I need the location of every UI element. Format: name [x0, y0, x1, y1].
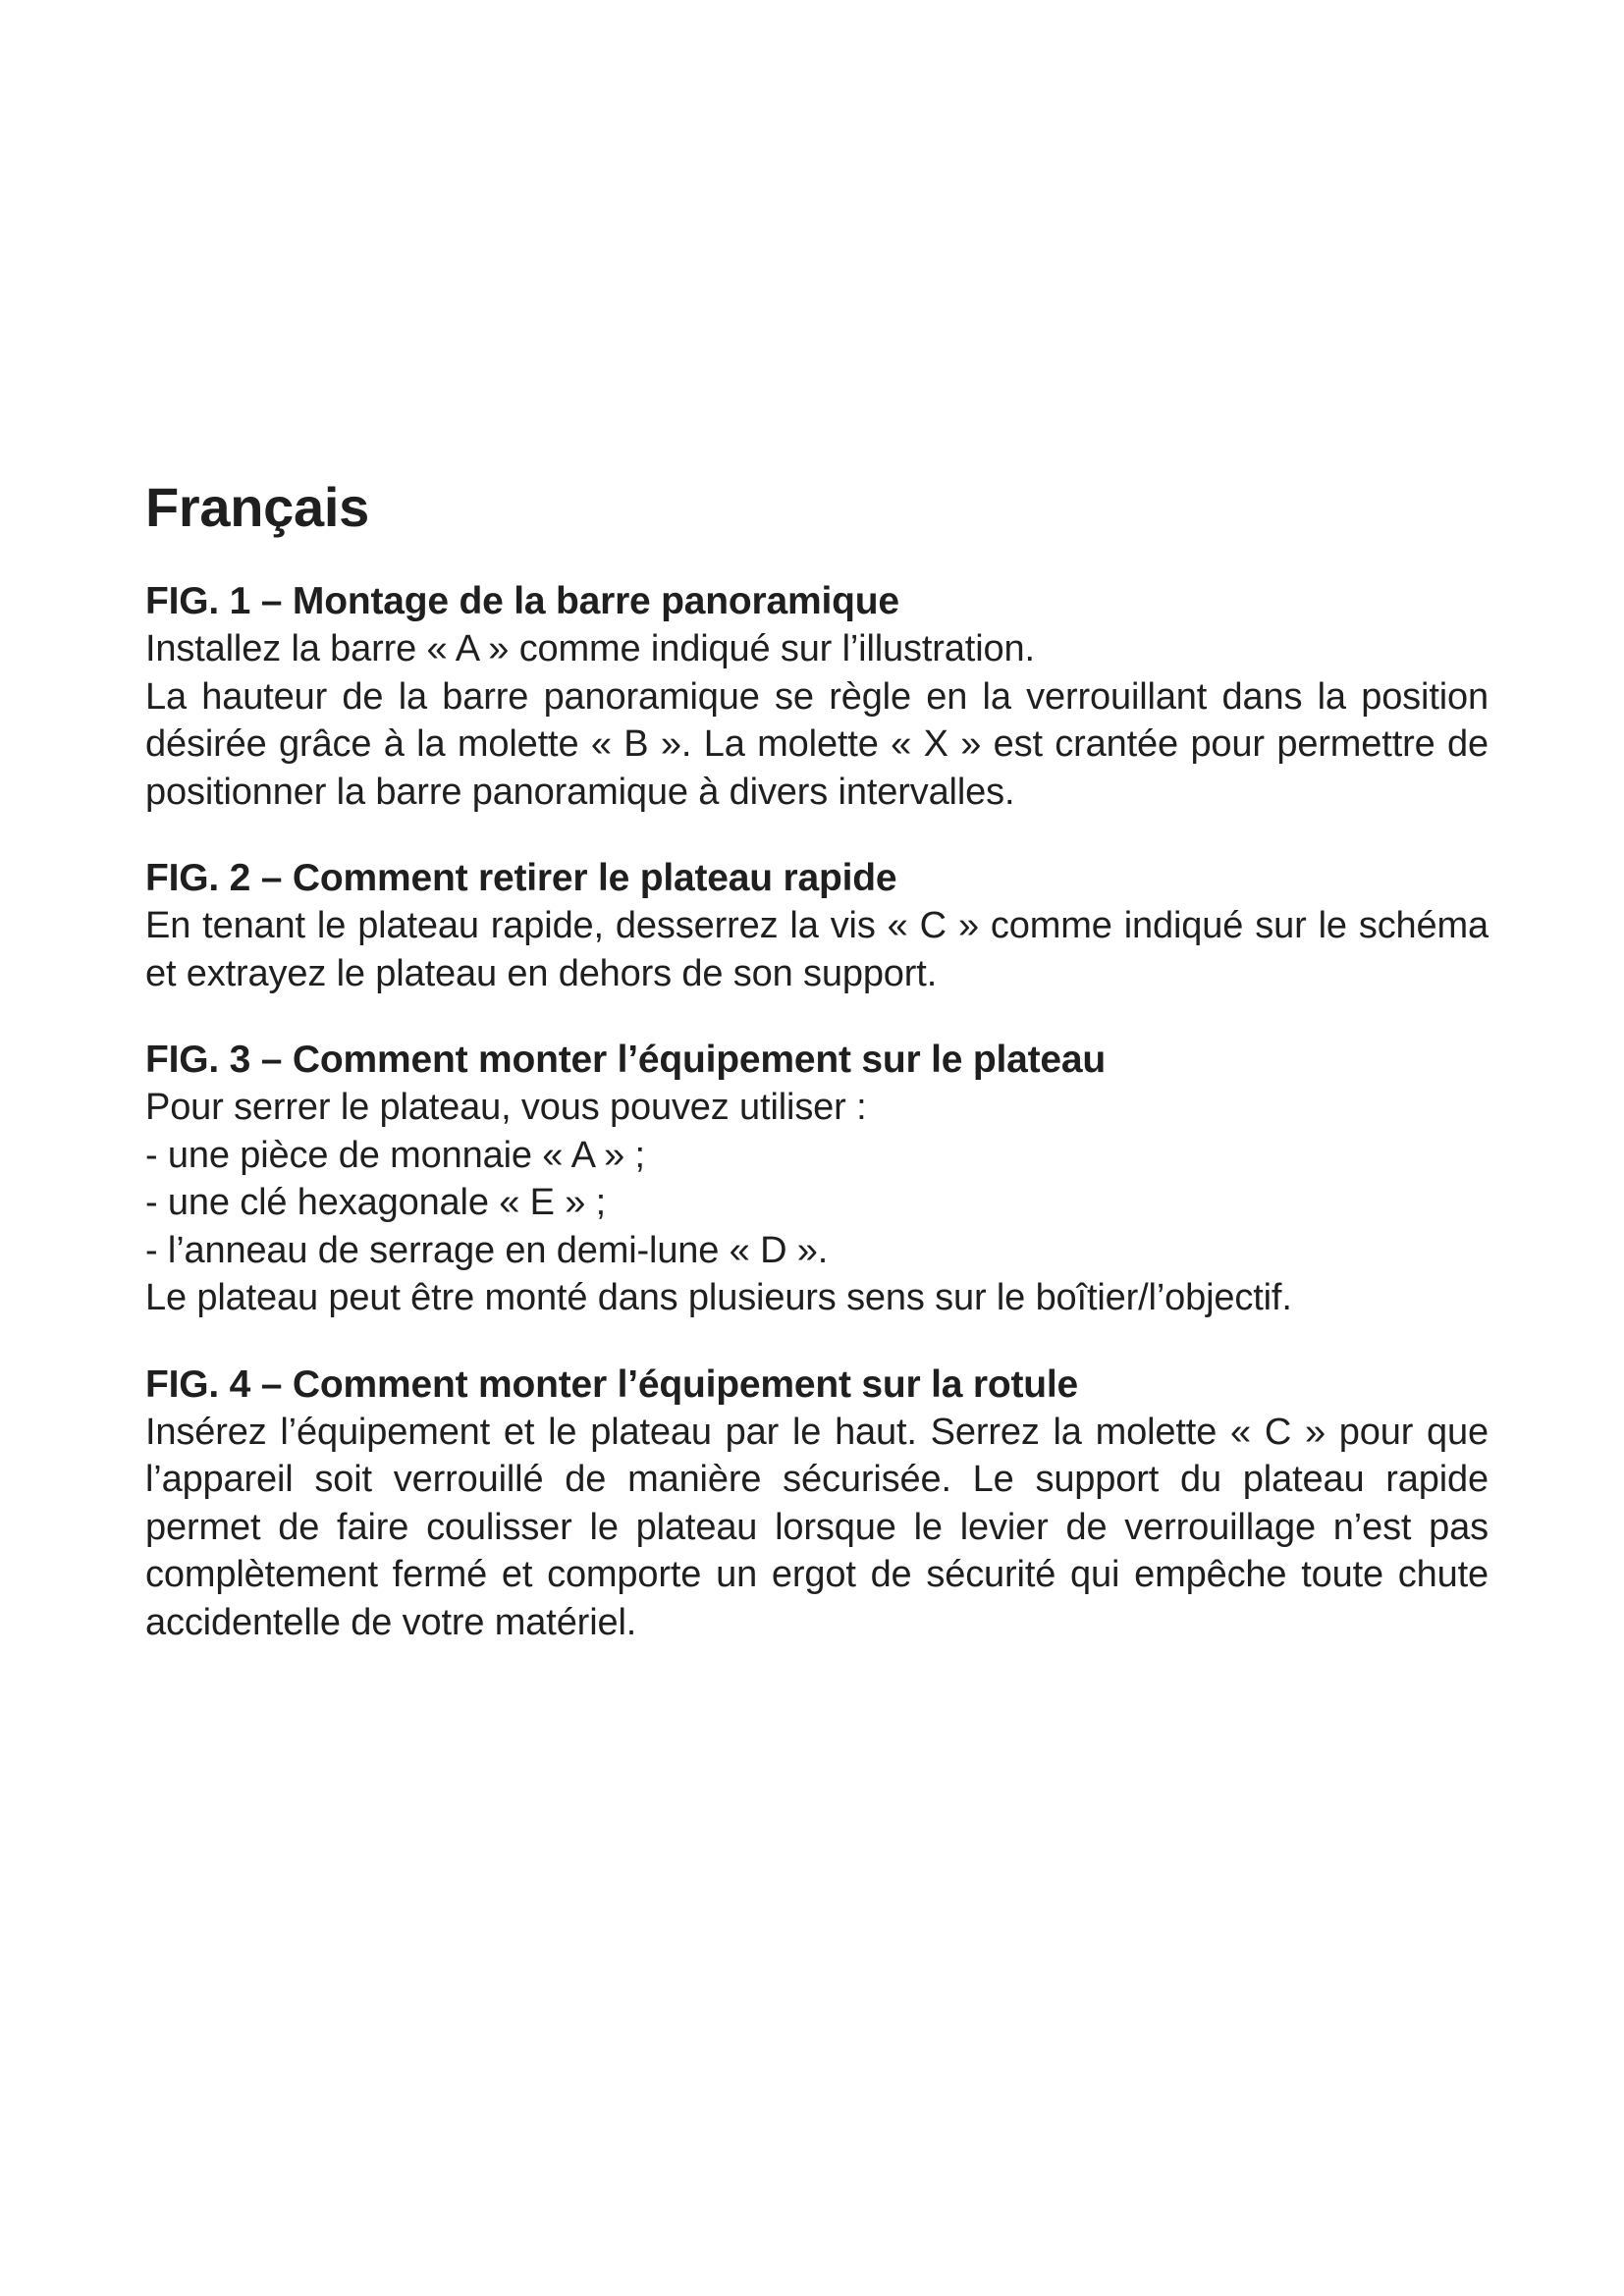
- section-fig-2: [145, 855, 1489, 997]
- list-item: - l’anneau de serrage en demi-lune « D ».: [145, 1229, 829, 1271]
- section-heading: FIG. 4 – Comment monter l’équipement sur la rotule: [145, 1362, 1078, 1406]
- list-item: - une pièce de monnaie « A » ;: [145, 1134, 645, 1176]
- section-heading: FIG. 1 – Montage de la barre panoramique: [145, 580, 899, 622]
- page-title: Français: [145, 476, 369, 538]
- section-heading: FIG. 3 – Comment monter l’équipement sur le plateau: [145, 1039, 1106, 1081]
- paragraph: Pour serrer le plateau, vous pouvez utiliser :: [145, 1087, 867, 1128]
- document-page: [145, 476, 1489, 1685]
- paragraph: En tenant le plateau rapide, desserrez la vis « C » comme indiqué sur le schéma et extrayez le plateau en dehors de son support.: [145, 905, 1489, 994]
- paragraph: La hauteur de la barre panoramique se règle en la verrouillant dans la position désirée grâce à la molette « B ». La molette « X » est crantée pour permettre de positionner la barre panoramique à divers intervalles.: [145, 675, 1489, 813]
- paragraph: Le plateau peut être monté dans plusieurs sens sur le boîtier/l’objectif.: [145, 1277, 1292, 1318]
- section-fig-1: [145, 578, 1489, 816]
- paragraph: Installez la barre « A » comme indiqué sur l’illustration.: [145, 628, 1035, 669]
- section-fig-3: [145, 1037, 1489, 1322]
- section-heading: FIG. 2 – Comment retirer le plateau rapide: [145, 857, 897, 899]
- list-item: - une clé hexagonale « E » ;: [145, 1182, 607, 1223]
- paragraph: Insérez l’équipement et le plateau par le haut. Serrez la molette « C » pour que l’appareil soit verrouillé de manière sécurisée. Le support du plateau rapide permet de faire coulisser le plateau lorsque le levier de verrouillage n’est pas complètement fermé et comporte un ergot de sécurité qui empêche toute chute accidentelle de votre matériel.: [145, 1411, 1489, 1643]
- section-fig-4: [145, 1362, 1489, 1647]
